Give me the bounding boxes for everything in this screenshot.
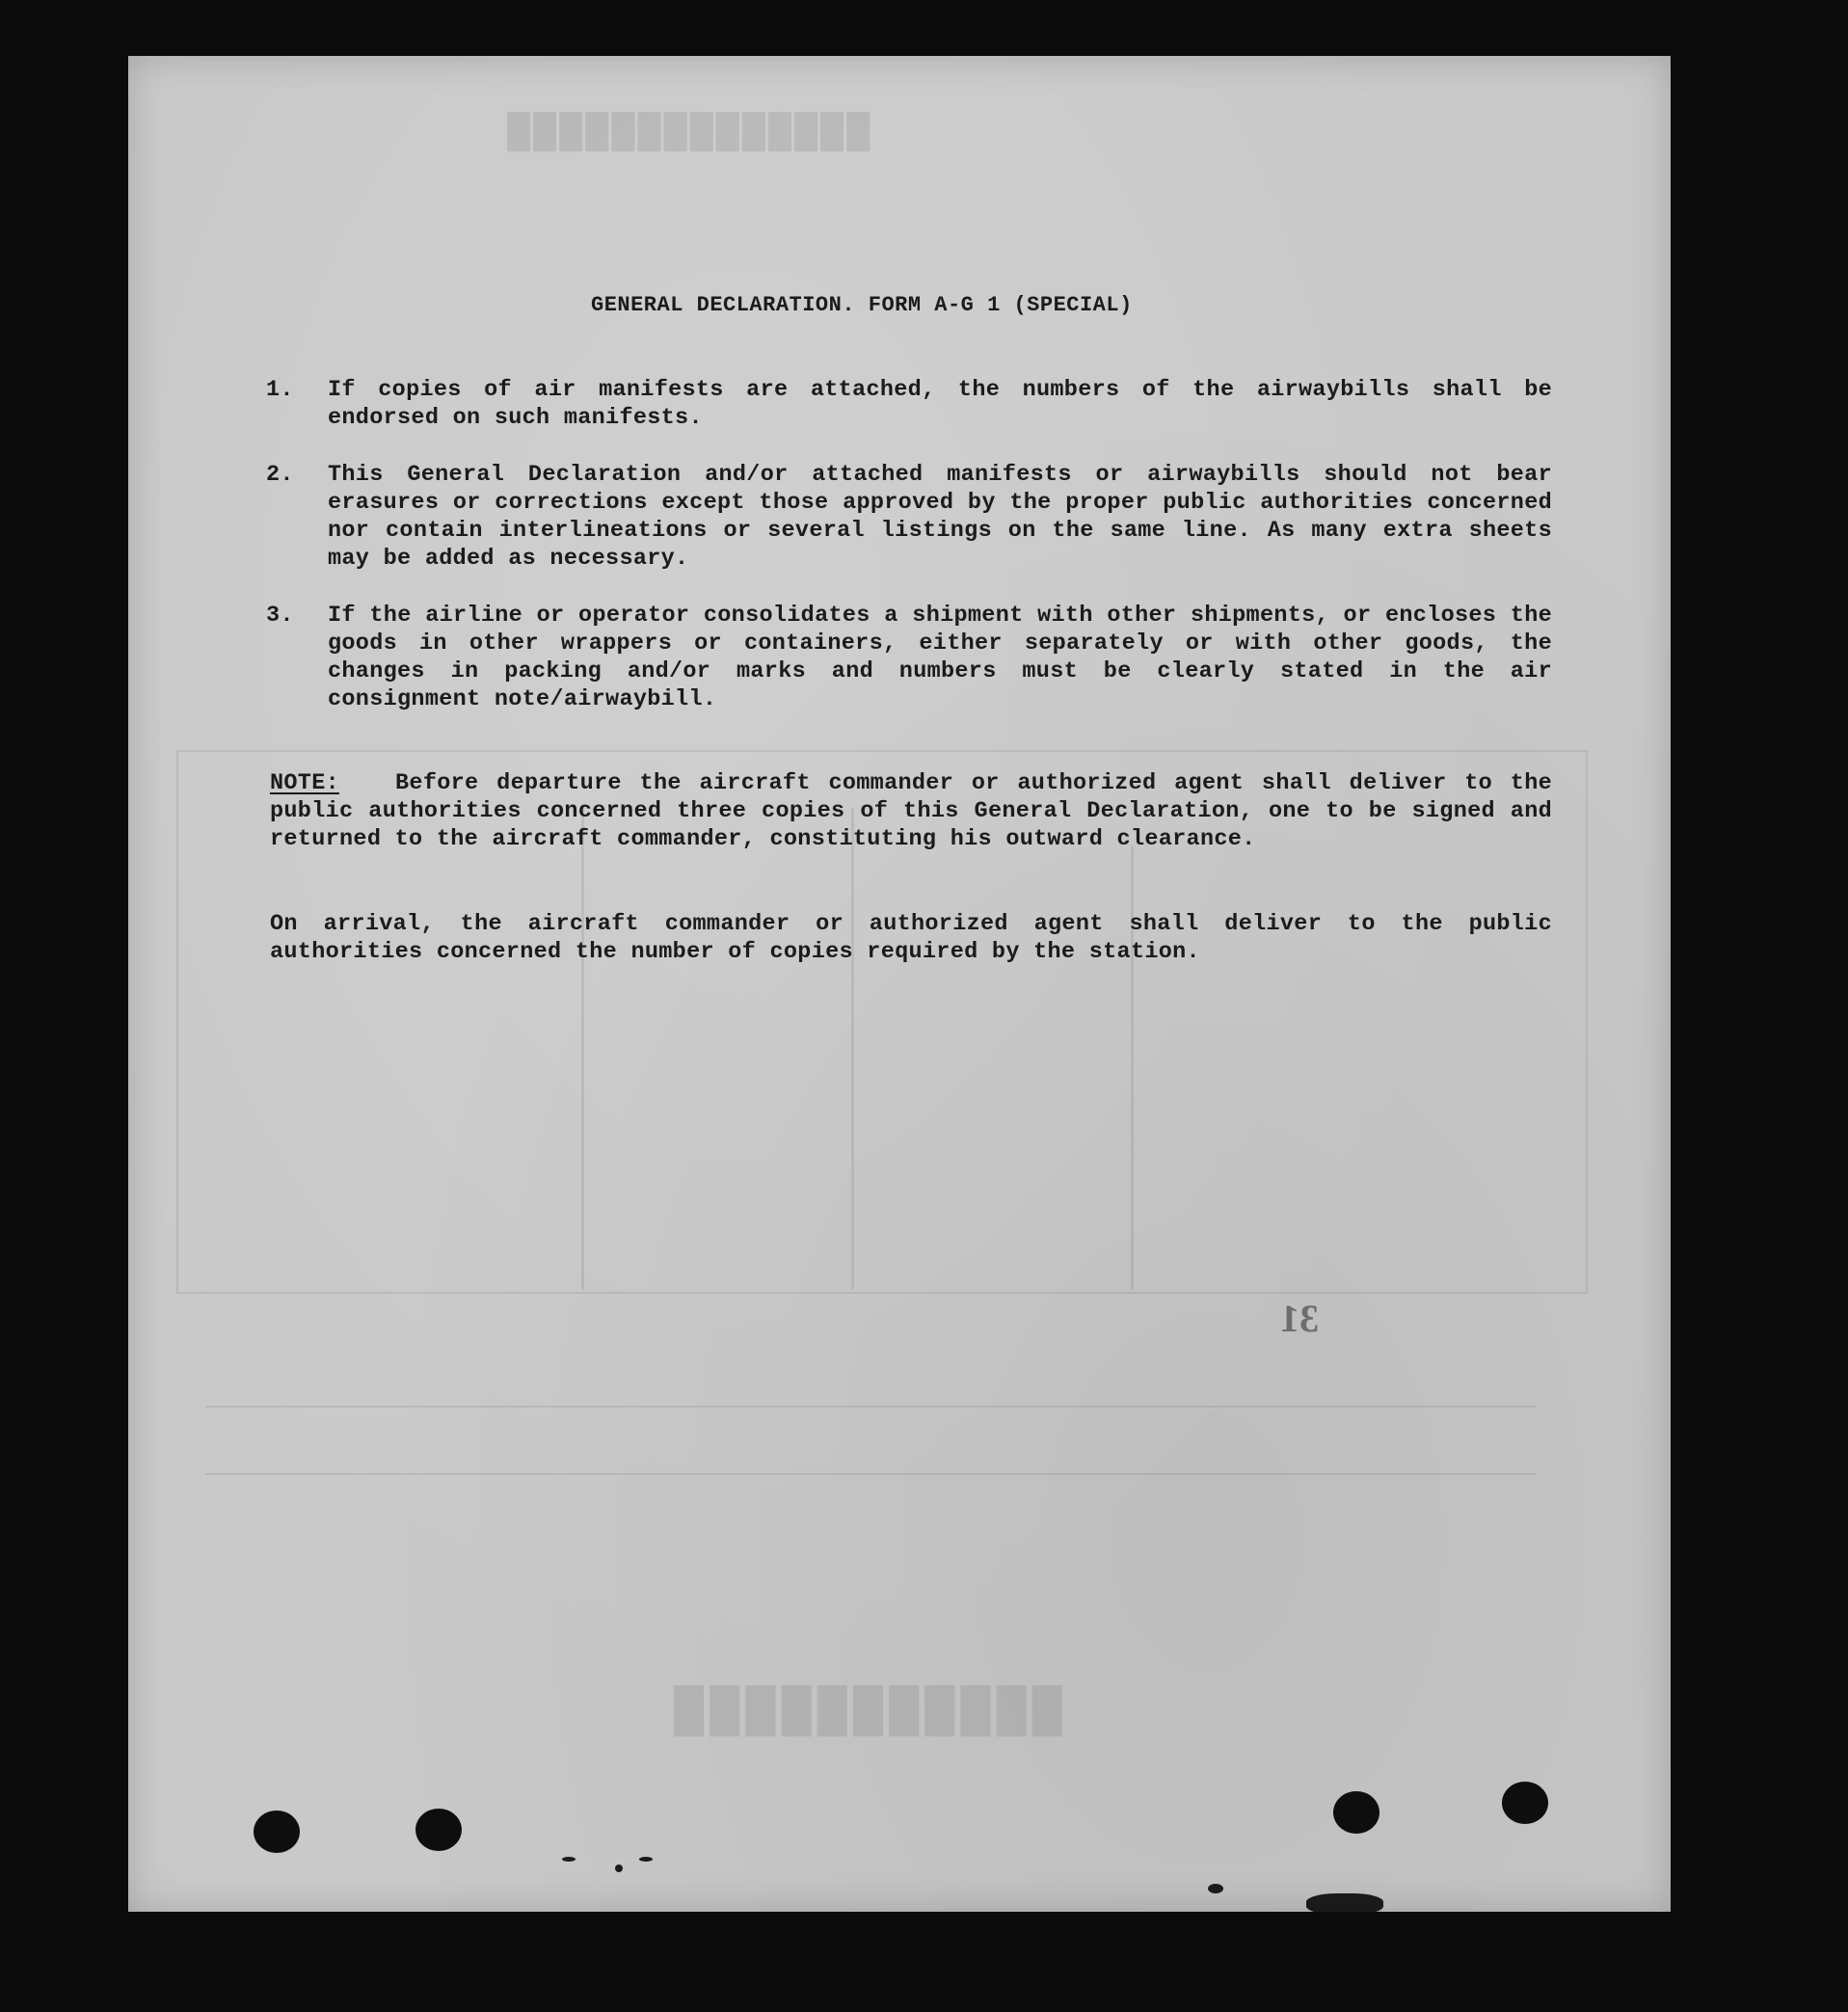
- item-text: If copies of air manifests are attached, the numbers of the airwaybills shall be endorsed on such manifests.: [328, 377, 1552, 431]
- bleed-through-heading: ██████████████: [504, 114, 870, 149]
- punch-hole: [1333, 1791, 1379, 1834]
- bleed-through-rule: [851, 808, 854, 1290]
- item-number: 2.: [266, 462, 294, 488]
- item-number: 3.: [266, 603, 294, 629]
- punch-hole: [254, 1811, 300, 1853]
- bleed-through-heading: ███████████: [668, 1686, 1062, 1733]
- speck: [1306, 1893, 1383, 1912]
- speck: [639, 1857, 653, 1862]
- arrival-paragraph: On arrival, the aircraft commander or authorized agent shall deliver to the public authorities concerned the number of copies required by the station.: [270, 911, 1552, 965]
- punch-hole: [1502, 1782, 1548, 1824]
- bleed-through-rule: [581, 808, 584, 1290]
- document-page: [128, 56, 1671, 1912]
- speck: [615, 1864, 623, 1872]
- bleed-through-rule: [205, 1406, 1536, 1408]
- item-text: This General Declaration and/or attached manifests or airwaybills should not bear erasures or corrections except those approved by the proper public authorities concerned nor contain interlineations or several listings on the same line. As many extra sheets may be added as necessary.: [328, 462, 1552, 572]
- speck: [1208, 1884, 1223, 1893]
- note-label: NOTE:: [270, 770, 340, 796]
- item-number: 1.: [266, 377, 294, 403]
- form-title: GENERAL DECLARATION. FORM A-G 1 (SPECIAL): [591, 293, 1133, 317]
- item-text: If the airline or operator consolidates a shipment with other shipments, or encloses the goods in other wrappers or containers, either separately or with other goods, the changes in packing and/or marks and numbers must be clearly stated in the air consignment note/airwaybill.: [328, 603, 1552, 712]
- note-text: Before departure the aircraft commander or authorized agent shall deliver to the public authorities concerned three copies of this General Declaration, one to be signed and returned to the aircraft commander, constituting his outward clearance.: [270, 770, 1552, 852]
- punch-hole: [415, 1809, 462, 1851]
- bleed-through-rule: [205, 1473, 1536, 1475]
- note-paragraph: [270, 769, 1552, 853]
- page-mark: 31: [1280, 1297, 1319, 1340]
- speck: [562, 1857, 576, 1862]
